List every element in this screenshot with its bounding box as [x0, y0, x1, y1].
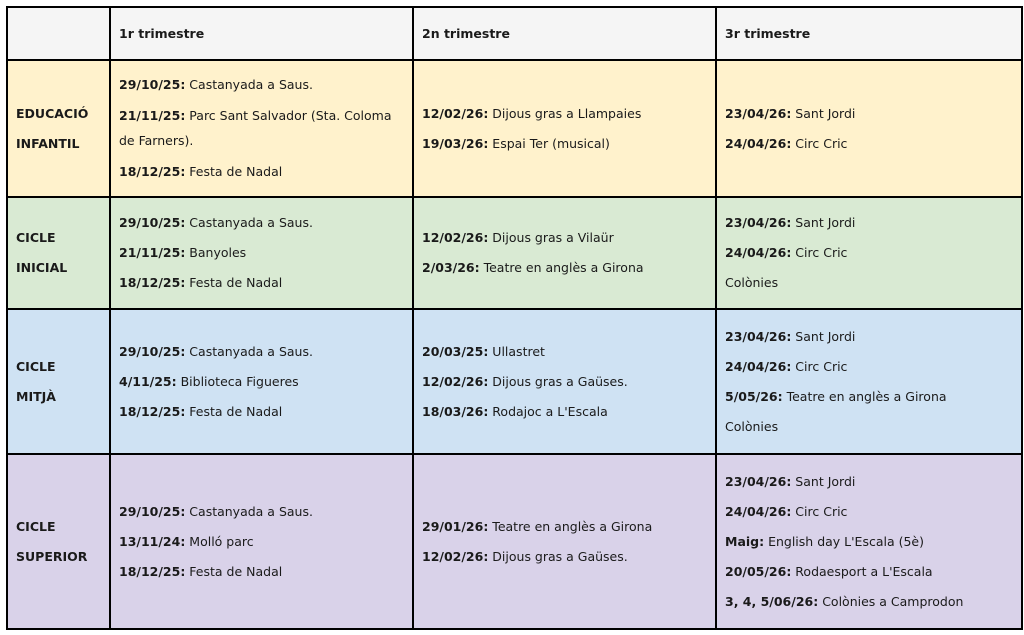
event-date: 21/11/25:	[119, 245, 186, 260]
row-label-line: CICLE	[16, 518, 56, 534]
event-entry	[422, 223, 707, 253]
cell-educacio-infantil-trimestre-2	[413, 60, 716, 197]
cell-cicle-inicial-trimestre-3	[716, 197, 1022, 309]
event-entry	[422, 367, 707, 397]
event-entry	[119, 397, 404, 427]
event-text: Dijous gras a Gaüses.	[488, 373, 628, 389]
row-label-line: MITJÀ	[16, 388, 56, 404]
row-cicle-inicial	[7, 197, 1022, 309]
event-text: Sant Jordi	[791, 215, 856, 230]
event-entry	[725, 99, 1013, 129]
event-entry	[725, 322, 1013, 352]
event-text: Colònies	[725, 275, 779, 290]
event-date: 24/04/26:	[725, 245, 792, 260]
event-text: Rodaesport a L'Escala	[791, 563, 933, 579]
event-text: Teatre en anglès a Girona	[479, 260, 644, 275]
event-text: Circ Cric	[791, 503, 848, 519]
event-text: Castanyada a Saus.	[185, 215, 313, 230]
cell-educacio-infantil-trimestre-3	[716, 60, 1022, 197]
event-entry	[725, 587, 1013, 617]
header-corner	[7, 7, 110, 60]
event-entry	[119, 527, 404, 557]
event-date: 3, 4, 5/06/26:	[725, 593, 819, 609]
event-date: 12/02/26:	[422, 373, 489, 389]
event-entry	[725, 129, 1013, 159]
event-entry	[119, 337, 404, 367]
event-date: 29/10/25:	[119, 215, 186, 230]
event-entry	[119, 157, 404, 187]
schedule-table	[6, 6, 1023, 630]
event-text: Sant Jordi	[791, 473, 856, 489]
event-text: Colònies	[725, 418, 779, 434]
event-text: Castanyada a Saus.	[185, 77, 313, 92]
event-date: 20/03/25:	[422, 343, 489, 359]
cell-educacio-infantil-trimestre-1	[110, 60, 413, 197]
event-text: Dijous gras a Gaüses.	[488, 548, 628, 564]
event-date: 18/12/25:	[119, 403, 186, 419]
event-entry	[119, 367, 404, 397]
event-date: 29/01/26:	[422, 518, 489, 534]
event-date: 24/04/26:	[725, 503, 792, 519]
row-label-line: EDUCACIÓ	[16, 105, 89, 121]
event-text: Ullastret	[488, 343, 545, 359]
event-entry	[725, 467, 1013, 497]
event-text: English day L'Escala (5è)	[764, 533, 925, 549]
row-label-line: CICLE	[16, 358, 56, 374]
row-label-line: CICLE INICIAL	[16, 230, 68, 275]
event-text: Espai Ter (musical)	[488, 135, 610, 151]
event-text: Castanyada a Saus.	[185, 503, 313, 519]
event-entry	[422, 397, 707, 427]
row-label-line: INFANTIL	[16, 135, 80, 151]
event-date: 19/03/26:	[422, 135, 489, 151]
event-text: Banyoles	[185, 245, 247, 260]
event-text: Festa de Nadal	[185, 563, 283, 579]
event-date: 20/05/26:	[725, 563, 792, 579]
row-label-educacio-infantil	[7, 60, 110, 197]
cell-cicle-mitja-trimestre-2	[413, 309, 716, 454]
event-entry	[422, 129, 707, 159]
event-entry	[422, 99, 707, 129]
row-label-cicle-superior	[7, 454, 110, 629]
event-entry	[119, 70, 404, 100]
row-label-line: SUPERIOR	[16, 548, 88, 564]
header-trimestre-1: 1r trimestre	[110, 7, 413, 60]
cell-cicle-inicial-trimestre-2	[413, 197, 716, 309]
event-text: Sant Jordi	[791, 328, 856, 344]
event-text: Sant Jordi	[791, 105, 856, 121]
event-text: Festa de Nadal	[185, 403, 283, 419]
event-text: Teatre en anglès a Girona	[782, 388, 947, 404]
event-date: 23/04/26:	[725, 328, 792, 344]
event-entry	[422, 512, 707, 542]
event-date: 24/04/26:	[725, 358, 792, 374]
event-date: 23/04/26:	[725, 473, 792, 489]
event-entry	[119, 100, 404, 157]
event-entry	[119, 238, 404, 268]
event-text: Dijous gras a Vilaür	[488, 230, 614, 245]
event-text: Circ Cric	[791, 358, 848, 374]
header-trimestre-2: 2n trimestre	[413, 7, 716, 60]
row-label-cicle-inicial	[7, 197, 110, 309]
event-text: Parc Sant Salvador (Sta. Coloma de Farners).	[119, 108, 392, 148]
event-date: Maig:	[725, 533, 765, 549]
event-date: 18/12/25:	[119, 275, 186, 290]
cell-cicle-superior-trimestre-2	[413, 454, 716, 629]
event-date: 18/12/25:	[119, 164, 186, 179]
event-entry	[725, 352, 1013, 382]
event-entry	[725, 382, 1013, 412]
event-date: 5/05/26:	[725, 388, 783, 404]
row-label-cicle-mitja	[7, 309, 110, 454]
cell-cicle-superior-trimestre-3	[716, 454, 1022, 629]
header-row	[7, 7, 1022, 60]
event-text: Rodajoc a L'Escala	[488, 403, 608, 419]
header-trimestre-3: 3r trimestre	[716, 7, 1022, 60]
event-entry	[119, 268, 404, 298]
event-entry	[725, 268, 1013, 298]
cell-cicle-mitja-trimestre-3	[716, 309, 1022, 454]
event-date: 21/11/25:	[119, 108, 186, 123]
event-text: Circ Cric	[791, 245, 848, 260]
event-date: 29/10/25:	[119, 503, 186, 519]
event-date: 13/11/24:	[119, 533, 186, 549]
event-text: Biblioteca Figueres	[176, 373, 299, 389]
event-entry	[119, 208, 404, 238]
event-date: 4/11/25:	[119, 373, 177, 389]
event-entry	[422, 337, 707, 367]
row-cicle-superior	[7, 454, 1022, 629]
event-entry	[119, 497, 404, 527]
event-entry	[725, 527, 1013, 557]
event-date: 12/02/26:	[422, 230, 489, 245]
event-entry	[725, 208, 1013, 238]
event-date: 29/10/25:	[119, 343, 186, 359]
row-educacio-infantil	[7, 60, 1022, 197]
event-entry	[725, 238, 1013, 268]
event-entry	[119, 557, 404, 587]
event-date: 12/02/26:	[422, 548, 489, 564]
event-date: 29/10/25:	[119, 77, 186, 92]
event-entry	[725, 497, 1013, 527]
cell-cicle-superior-trimestre-1	[110, 454, 413, 629]
event-text: Festa de Nadal	[185, 275, 283, 290]
event-entry	[725, 557, 1013, 587]
cell-cicle-inicial-trimestre-1	[110, 197, 413, 309]
event-text: Dijous gras a Llampaies	[488, 105, 642, 121]
event-date: 24/04/26:	[725, 135, 792, 151]
event-date: 18/03/26:	[422, 403, 489, 419]
event-text: Teatre en anglès a Girona	[488, 518, 653, 534]
event-text: Castanyada a Saus.	[185, 343, 313, 359]
event-text: Festa de Nadal	[185, 164, 283, 179]
cell-cicle-mitja-trimestre-1	[110, 309, 413, 454]
row-cicle-mitja	[7, 309, 1022, 454]
event-entry	[422, 253, 707, 283]
event-entry	[725, 412, 1013, 442]
event-text: Circ Cric	[791, 135, 848, 151]
event-entry	[422, 542, 707, 572]
event-date: 2/03/26:	[422, 260, 480, 275]
event-text: Molló parc	[185, 533, 254, 549]
event-date: 23/04/26:	[725, 105, 792, 121]
event-date: 23/04/26:	[725, 215, 792, 230]
event-text: Colònies a Camprodon	[818, 593, 964, 609]
event-date: 12/02/26:	[422, 105, 489, 121]
event-date: 18/12/25:	[119, 563, 186, 579]
